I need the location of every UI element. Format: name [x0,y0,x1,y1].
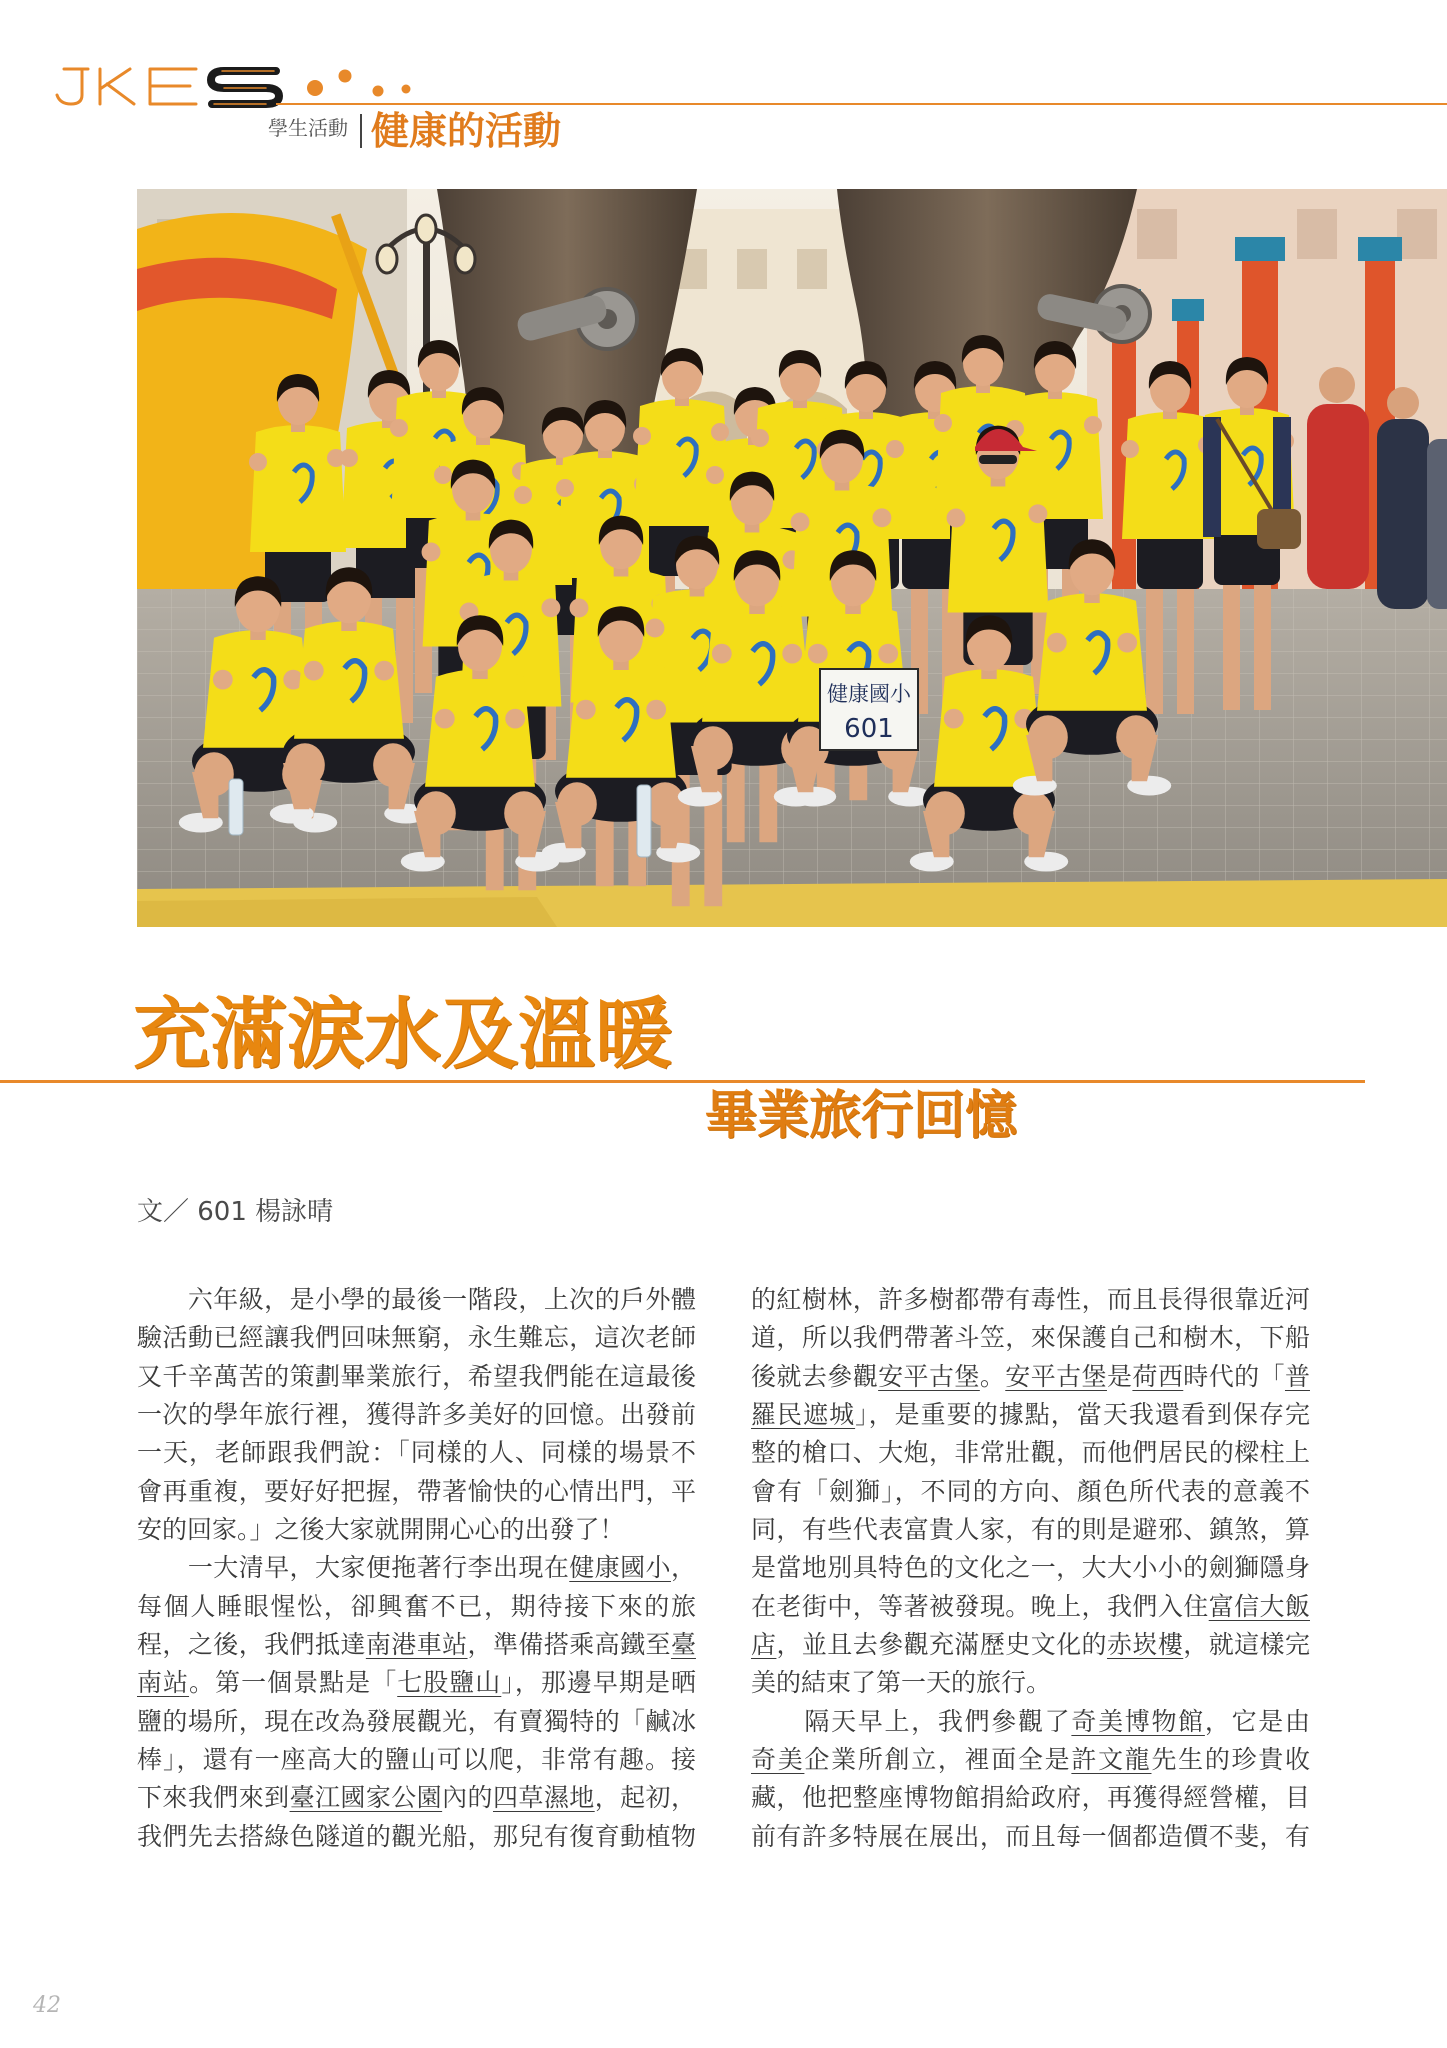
underlined-proper-noun: 安平古堡 [878,1361,980,1391]
body-text-line [137,1664,696,1702]
underlined-proper-noun: 店 [751,1630,777,1660]
text-run: 時代的「 [1183,1361,1285,1391]
text-run: 的紅樹林，許多樹都帶有毒性，而且長得很靠近河 [751,1285,1310,1314]
underlined-proper-noun: 南港車站 [365,1630,468,1660]
body-column-right [751,1281,1310,1856]
header-graphic [0,0,1447,115]
jkes-logo [57,69,279,104]
body-text-line [137,1434,696,1472]
text-run: 安的回家。」之後大家就開開心心的出發了！ [137,1515,625,1545]
text-run: 驗活動已經讓我們回味無窮，永生難忘，這次老師 [137,1323,696,1353]
text-run: ，起初， [594,1783,696,1813]
text-run: ，就這樣完 [1183,1630,1310,1660]
text-run: 是當地別具特色的文化之一，大大小小的劍獅隱身 [751,1553,1310,1583]
text-run: ，它是由 [1204,1706,1310,1736]
text-run: 藏，他把整座博物館捐給政府，再獲得經營權，目 [751,1783,1310,1813]
section-topic: 健康的活動 [371,108,562,153]
article-subtitle: 畢業旅行回憶 [705,1085,1018,1146]
text-run: 我們先去搭綠色隧道的觀光船，那兒有復育動植物 [137,1821,696,1851]
text-run: 。第一個景點是「 [189,1668,398,1698]
decor-dot [307,80,323,96]
text-run: 前有許多特展在展出，而且每一個都造價不斐，有 [751,1821,1310,1851]
body-text-line [751,1549,1310,1587]
body-text-line [751,1511,1310,1549]
text-run: 隔天早上，我們參觀了 [751,1706,1072,1736]
body-text-line [751,1319,1310,1357]
decor-dot [339,70,352,83]
text-run: 。 [979,1361,1006,1391]
byline: 文／ 601 楊詠晴 [137,1197,334,1227]
body-text-line [137,1818,696,1856]
class-sign [820,669,918,750]
body-text-line [751,1358,1310,1396]
text-run: 道，所以我們帶著斗笠，來保護自己和樹木，下船 [751,1323,1310,1353]
text-run: ，準備搭乘高鐵至 [467,1630,671,1660]
logo-letter-e [150,69,196,104]
body-text-line [751,1588,1310,1626]
text-run: 每個人睡眼惺忪，卻興奮不已，期待接下來的旅 [137,1591,696,1621]
text-run: 企業所創立，裡面全是 [804,1745,1072,1775]
body-text-line [137,1703,696,1741]
body-text-line [751,1626,1310,1664]
body-text-line [137,1319,696,1357]
text-run: 內的 [442,1783,493,1813]
underlined-proper-noun: 七股鹽山 [397,1668,502,1698]
text-run: 程，之後，我們抵達 [137,1630,366,1660]
underlined-proper-noun: 南站 [137,1668,190,1698]
body-text-line [137,1626,696,1664]
text-run: 一次的學年旅行裡，獲得許多美好的回憶。出發前 [137,1400,696,1430]
body-text-line [751,1396,1310,1434]
underlined-proper-noun: 安平古堡 [1005,1361,1107,1391]
body-text-line [751,1664,1310,1702]
underlined-proper-noun: 富信大飯 [1208,1591,1310,1621]
text-run: 一大清早，大家便拖著行李出現在 [137,1553,570,1583]
body-text-line [137,1779,696,1817]
text-run: ，並且去參觀充滿歷史文化的 [776,1630,1107,1660]
underlined-proper-noun: 普 [1284,1361,1310,1391]
text-run: ， [670,1553,696,1583]
body-text-line [137,1511,696,1549]
group-photo [137,189,1447,927]
article-title: 充滿淚水及溫暖 [133,990,672,1080]
decor-dot [373,86,384,97]
body-column-left [137,1281,696,1856]
body-text-line [137,1281,696,1319]
underlined-proper-noun: 荷西 [1132,1361,1184,1391]
text-run: 」，是重要的據點，當天我還看到保存完 [855,1400,1310,1430]
sign-school-name: 健康國小 [827,682,911,706]
text-run: 會有「劍獅」，不同的方向、顏色所代表的意義不 [751,1476,1310,1506]
text-run: 先生的珍貴收 [1151,1745,1310,1775]
body-text-line [751,1281,1310,1319]
underlined-proper-noun: 赤崁樓 [1106,1630,1184,1660]
body-text-line [137,1396,696,1434]
body-text-line [751,1703,1310,1741]
body-text-line [751,1473,1310,1511]
title-rule [0,1080,1365,1083]
text-run: 在老街中，等著被發現。晚上，我們入住 [751,1591,1209,1621]
body-text-line [137,1358,696,1396]
body-text-line [137,1549,696,1587]
underlined-proper-noun: 臺江國家公園 [289,1783,443,1813]
underlined-proper-noun: 奇美博物館 [1071,1706,1205,1736]
header-separator [360,114,362,148]
text-run: 是 [1106,1361,1133,1391]
text-run: 同，有些代表富貴人家，有的則是避邪、鎮煞，算 [751,1515,1310,1545]
logo-letter-j [57,69,88,104]
underlined-proper-noun: 四草濕地 [492,1783,595,1813]
header-rule [276,103,1447,105]
text-run: 下來我們來到 [137,1783,290,1813]
underlined-proper-noun: 臺 [670,1630,696,1660]
logo-letter-k [100,69,134,104]
body-text-line [137,1741,696,1779]
underlined-proper-noun: 許文龍 [1071,1745,1152,1775]
body-text-line [751,1818,1310,1856]
underlined-proper-noun: 奇美 [751,1745,805,1775]
body-text-line [137,1588,696,1626]
sign-class-number: 601 [844,714,894,744]
text-run: 又千辛萬苦的策劃畢業旅行，希望我們能在這最後 [137,1361,696,1391]
text-run: 」，那邊早期是晒 [501,1668,696,1698]
underlined-proper-noun: 羅民遮城 [751,1400,856,1430]
decor-dot [402,85,411,94]
text-run: 會再重複，要好好把握，帶著愉快的心情出門，平 [137,1476,696,1506]
text-run: 棒」，還有一座高大的鹽山可以爬，非常有趣。接 [137,1745,696,1775]
text-run: 鹽的場所，現在改為發展觀光，有賣獨特的「鹹冰 [137,1706,696,1736]
text-run: 六年級，是小學的最後一階段，上次的戶外體 [137,1285,696,1314]
text-run: 後就去參觀 [751,1361,879,1391]
section-label: 學生活動 [268,116,348,140]
body-text-line [751,1434,1310,1472]
body-text-line [137,1473,696,1511]
text-run: 整的槍口、大炮，非常壯觀，而他們居民的樑柱上 [751,1438,1310,1468]
underlined-proper-noun: 健康國小 [569,1553,671,1583]
body-text-line [751,1779,1310,1817]
page-number: 42 [33,1993,61,2018]
text-run: 一天，老師跟我們說：「同樣的人、同樣的場景不 [137,1438,696,1468]
text-run: 美的結束了第一天的旅行。 [751,1668,1052,1698]
body-text-line [751,1741,1310,1779]
